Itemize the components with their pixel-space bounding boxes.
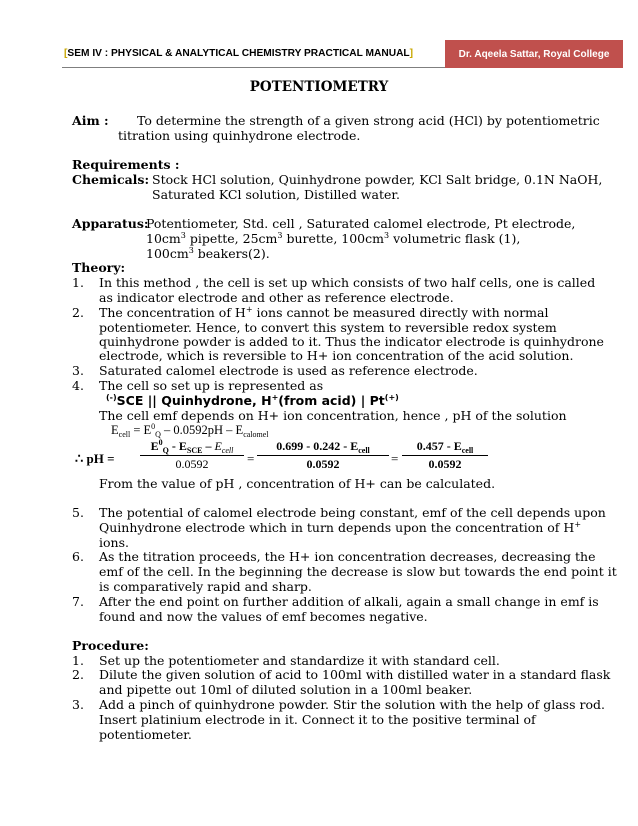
- theory-num-3: 3.: [72, 363, 84, 378]
- aim-label: Aim :: [72, 113, 109, 128]
- procedure-item-3-line-3: potentiometer.: [99, 727, 192, 742]
- aim-line-2: titration using quinhydrone electrode.: [118, 128, 361, 143]
- procedure-item-1-line-1: Set up the potentiometer and standardize it with standard cell.: [99, 653, 500, 668]
- requirements-label: Requirements :: [72, 157, 180, 172]
- ph-equals-2: =: [391, 451, 399, 466]
- apparatus-line-1: Potentiometer, Std. cell , Saturated calomel electrode, Pt electrode,: [146, 216, 576, 231]
- theory-item-5-line-3: ions.: [99, 535, 129, 550]
- theory-item-6-line-2: emf of the cell. In the beginning the decrease is slow but towards the end point it: [99, 564, 617, 579]
- theory-num-1: 1.: [72, 275, 84, 290]
- chemicals-label: Chemicals:: [72, 172, 150, 187]
- aim-line-1: To determine the strength of a given strong acid (HCl) by potentiometric: [137, 113, 600, 128]
- procedure-item-3-line-2: Insert platinium electrode in it. Connect it to the positive terminal of: [99, 712, 536, 727]
- ph-lhs: ∴ pH =: [75, 451, 115, 466]
- ecell-equation: $E_{cell} = E^0_Q - 0.0592pH - E_{calomel}$: [111, 422, 269, 439]
- manual-name: SEM IV : PHYSICAL & ANALYTICAL CHEMISTRY PRACTICAL MANUAL: [67, 48, 410, 59]
- theory-num-4: 4.: [72, 378, 84, 393]
- theory-item-7-line-1: After the end point on further addition of alkali, again a small change in emf is: [99, 594, 599, 609]
- bracket-close: ]: [409, 48, 414, 59]
- procedure-num-3: 3.: [72, 697, 84, 712]
- theory-item-5-line-1: The potential of calomel electrode being constant, emf of the cell depends upon: [99, 505, 606, 520]
- theory-item-2-line-1: The concentration of H+ ions cannot be measured directly with normal: [99, 305, 549, 320]
- chemicals-line-1: Stock HCl solution, Quinhydrone powder, KCl Salt bridge, 0.1N NaOH,: [152, 172, 603, 187]
- ph-concentration-line: From the value of pH , concentration of H+ can be calculated.: [99, 476, 496, 491]
- theory-item-1-line-2: as indicator electrode and other as reference electrode.: [99, 290, 454, 305]
- procedure-num-2: 2.: [72, 667, 84, 682]
- procedure-label: Procedure:: [72, 638, 149, 653]
- theory-item-6-line-1: As the titration proceeds, the H+ ion concentration decreases, decreasing the: [99, 549, 596, 564]
- manual-title: [62, 40, 445, 68]
- page-title: POTENTIOMETRY: [249, 79, 389, 95]
- theory-item-4-line-1: The cell so set up is represented as: [99, 378, 324, 393]
- apparatus-line-3: $100cm^3$ beakers(2).: [146, 246, 270, 261]
- ph-equals-1: =: [247, 451, 255, 466]
- theory-item-2-line-2: potentiometer. Hence, to convert this system to reversible redox system: [99, 320, 557, 335]
- cell-representation: (-)SCE || Quinhydrone, H+(from acid) | Pt(+): [106, 393, 399, 408]
- emf-dependence-line: The cell emf depends on H+ ion concentration, hence , pH of the solution: [99, 408, 567, 423]
- theory-item-2-line-4: electrode, which is reversible to H+ ion concentration of the acid solution.: [99, 348, 574, 363]
- theory-item-6-line-3: is comparatively rapid and sharp.: [99, 579, 312, 594]
- theory-item-5-line-2: Quinhydrone electrode which in turn depends upon the concentration of H+: [99, 520, 582, 535]
- page-header: [62, 40, 623, 68]
- theory-item-2-line-3: quinhydrone powder is added to it. Thus the indicator electrode is quinhydrone: [99, 334, 604, 349]
- apparatus-label: Apparatus:: [72, 216, 149, 231]
- procedure-item-3-line-1: Add a pinch of quinhydrone powder. Stir the solution with the help of glass rod.: [99, 697, 605, 712]
- procedure-item-2-line-1: Dilute the given solution of acid to 100ml with distilled water in a standard flask: [99, 667, 611, 682]
- theory-item-1-line-1: In this method , the cell is set up which consists of two half cells, one is called: [99, 275, 596, 290]
- ph-fraction-3: $0.457 - E_{cell}$ 0.0592: [402, 439, 488, 472]
- procedure-item-2-line-2: and pipette out 10ml of diluted solution in a 100ml beaker.: [99, 682, 473, 697]
- theory-item-3-line-1: Saturated calomel electrode is used as reference electrode.: [99, 363, 478, 378]
- bracket-open: [: [64, 48, 68, 59]
- ph-fraction-1: $E^0_Q - E_{SCE} - E_{cell}$ 0.0592: [140, 439, 244, 472]
- chemicals-line-2: Saturated KCl solution, Distilled water.: [152, 187, 400, 202]
- apparatus-line-2: $10cm^3$ pipette, $25cm^3$ burette, $100cm^3$ volumetric flask (1),: [146, 231, 521, 246]
- ph-fraction-2: $0.699 - 0.242 - E_{cell}$ 0.0592: [257, 439, 389, 472]
- theory-num-5: 5.: [72, 505, 84, 520]
- theory-item-7-line-2: found and now the values of emf becomes negative.: [99, 609, 428, 624]
- theory-num-7: 7.: [72, 594, 84, 609]
- procedure-num-1: 1.: [72, 653, 84, 668]
- author-badge: Dr. Aqeela Sattar, Royal College: [445, 40, 623, 68]
- theory-label: Theory:: [72, 260, 126, 275]
- theory-num-2: 2.: [72, 305, 84, 320]
- theory-num-6: 6.: [72, 549, 84, 564]
